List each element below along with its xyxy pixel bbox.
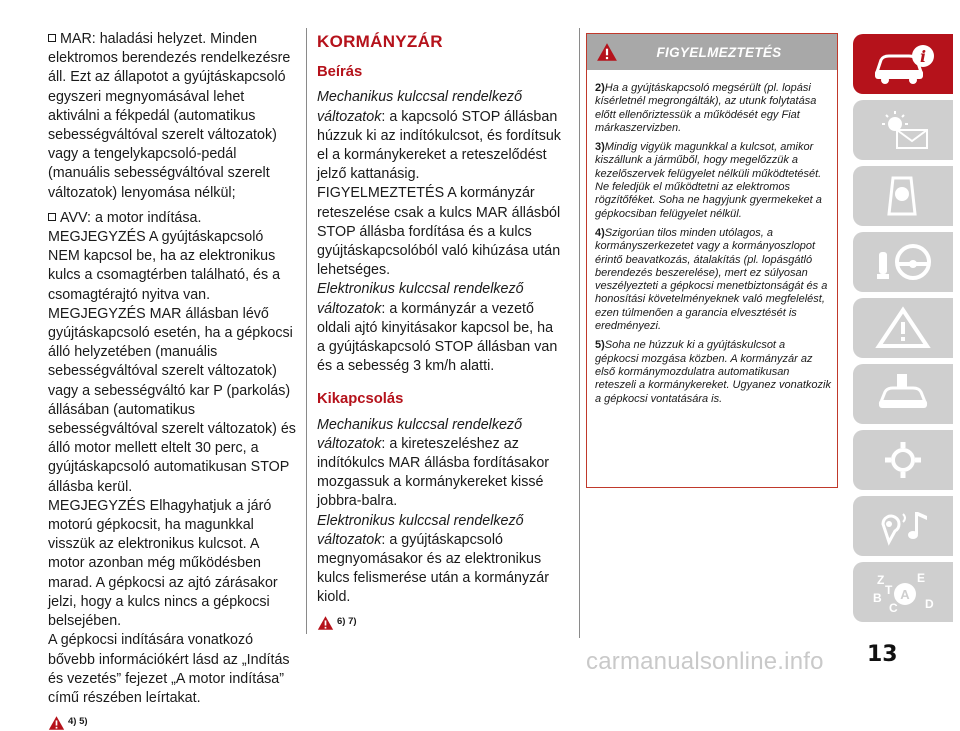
warning-box-body (587, 70, 837, 406)
section-title: KORMÁNYZÁR (317, 32, 443, 51)
svg-text:T: T (885, 583, 893, 597)
paragraph-more-info: A gépkocsi indítására vonatkozó bővebb információkért lásd az „Indítás és vezetés” fejezet „A motor indítása” című részében leírtakat. (48, 632, 290, 706)
svg-text:D: D (925, 597, 934, 611)
tab-technical-data[interactable] (853, 430, 953, 490)
svg-text:Z: Z (877, 573, 885, 587)
note-1: MEGJEGYZÉS A gyújtáskapcsoló NEM kapcsol be, ha az elektronikus kulcs a csomagtérben található, és a csomagtérajtó nyitva van. (48, 229, 281, 303)
warning-box-header: FIGYELMEZTETÉS (587, 34, 837, 70)
svg-text:B: B (873, 591, 882, 605)
paragraph-elec-lock: Elektronikus kulccsal rendelkező változatok: a kormányzár a vezető oldali ajtó kinyitásakor kapcsol be, ha a gyújtáskapcsoló STOP állásban van és a sebesség 3 km/h alatti. (317, 281, 558, 375)
warning-triangle-icon (596, 42, 618, 62)
text-column-2 (317, 30, 562, 631)
technical-data-icon (871, 438, 935, 482)
paragraph-mar: MAR: haladási helyzet. Minden elektromos berendezés rendelkezésre áll. Ezt az állapotot a gyújtáskapcsoló egyszeri megnyomásával lehet aktiválni a fékpedál (automatikus sebességváltóval szerelt változatok) vagy a tengelykapcsoló-pedál (manuális sebességváltóval szerelt változatok) lenyomása nélkül; (48, 31, 291, 201)
paragraph-elec-unlock: Elektronikus kulccsal rendelkező változatok: a gyújtáskapcsoló megnyomásakor és az elektronikus kulcs felismerése után a kormányzár kiold. (317, 512, 550, 606)
subsection-title-lock: Beírás (317, 64, 363, 81)
tab-multimedia[interactable] (853, 496, 953, 556)
paragraph-mech-unlock: Mechanikus kulccsal rendelkező változatok: a kireteszeléshez az indítókulcs MAR állásba fordításakor mozgassuk a kormánykereket kissé jobbra-balra. (317, 416, 550, 510)
checkbox-bullet-icon (48, 34, 56, 42)
note-2: MEGJEGYZÉS MAR állásban lévő gyújtáskapcsoló esetén, ha a gépkocsi álló helyzetében (manuális sebességváltóval szerelt változatok) vagy a sebességváltó kar P (parkolás) állásában (automatikus sebességváltóval szerelt változatok) és álló motor mellett eltelt 30 perc, a gyújtáskapcsoló automatikusan STOP állásba kerül. (48, 305, 296, 495)
svg-text:A: A (900, 587, 910, 602)
warning-item: 5)Soha ne húzzuk ki a gyújtáskulcsot a gépkocsi mozgása közben. A kormányzár az első kormánymozdulatra automatikusan reteszeli a kormánykereket. Ugyanez vonatkozik a gépkocsi vontatására is. (595, 339, 831, 405)
subsection-title-unlock: Kikapcsolás (317, 391, 404, 408)
warning-lights-icon (871, 108, 935, 152)
note-3: MEGJEGYZÉS Elhagyhatjuk a járó motorú gépkocsit, ha magunkkal visszük az elektronikus kulcsot. A motor azonban még működésben marad. A gépkocsi az ajtó zárásakor jelzi, hogy a kulcs nincs a gépkocsi belsejében. (48, 497, 278, 630)
checkbox-bullet-icon (48, 213, 56, 221)
watermark: carmanualsonline.info (586, 648, 824, 675)
emergency-icon (871, 306, 935, 350)
tab-starting-driving[interactable] (853, 232, 953, 292)
column-divider-1 (306, 28, 307, 634)
car-info-icon (871, 42, 935, 86)
starting-driving-icon (871, 240, 935, 284)
tab-emergency[interactable] (853, 298, 953, 358)
multimedia-icon (871, 504, 935, 548)
svg-text:i: i (919, 47, 927, 66)
tab-safety[interactable] (853, 166, 953, 226)
warning-triangle-icon (317, 615, 334, 631)
warning-triangle-icon (48, 715, 65, 731)
svg-text:C: C (889, 601, 898, 614)
safety-icon (871, 174, 935, 218)
paragraph-avv: AVV: a motor indítása. (48, 209, 298, 228)
index-icon (871, 570, 935, 614)
tab-index[interactable] (853, 562, 953, 622)
paragraph-mech-warning: FIGYELMEZTETÉS A kormányzár reteszelése csak a kulcs MAR állásból STOP állásba fordítása és a kulcs gyújtáskapcsolóból való kihúzása után lehetséges. (317, 185, 561, 279)
warning-item: 4)Szigorúan tilos minden utólagos, a kormányszerkezetet vagy a kormányoszlopot érintő beavatkozás, átalakítás (pl. lopásgátló berendezés beszerelése), mert ez súlyosan veszélyezteti a gépkocsi menetbiztonságát és a honosítási követelményeknek való megfelelést, ezen túlmenően a garancia elvesztését is eredményezi. (595, 226, 828, 333)
tab-maintenance[interactable] (853, 364, 953, 424)
warning-box (586, 33, 838, 488)
text-column-1 (48, 30, 298, 731)
paragraph-mech-lock: Mechanikus kulccsal rendelkező változatok: a kapcsoló STOP állásban húzzuk ki az indítókulcsot, és fordítsuk el a kormánykereket a reteszelődést jelző kattanásig. (317, 89, 561, 183)
svg-text:E: E (917, 571, 926, 585)
warning-reference: 4) 5) (48, 712, 298, 731)
warning-item: 3)Mindig vigyük magunkkal a kulcsot, amikor kiszállunk a járműből, hogy megelőzzük a kezelőszervek felügyelet nélküli működtetését. Ne feledjük el működtetni az elektromos rögzítőféket. Soha ne hagyjunk gyermekeket a gépkocsiban felügyelet nélkül. (595, 141, 822, 220)
maintenance-icon (871, 372, 935, 416)
warning-item: 2)Ha a gyújtáskapcsoló megsérült (pl. lopási kísérletnél megrongálták), az utunk folytatása előtt ellenőriztessük a működését egy Fiat márkaszervizben. (595, 82, 817, 134)
tab-warning-lights[interactable] (853, 100, 953, 160)
page-number: 13 (867, 642, 898, 667)
column-divider-2 (579, 28, 580, 638)
tab-car-info[interactable] (853, 34, 953, 94)
warning-reference: 6) 7) (317, 612, 562, 631)
